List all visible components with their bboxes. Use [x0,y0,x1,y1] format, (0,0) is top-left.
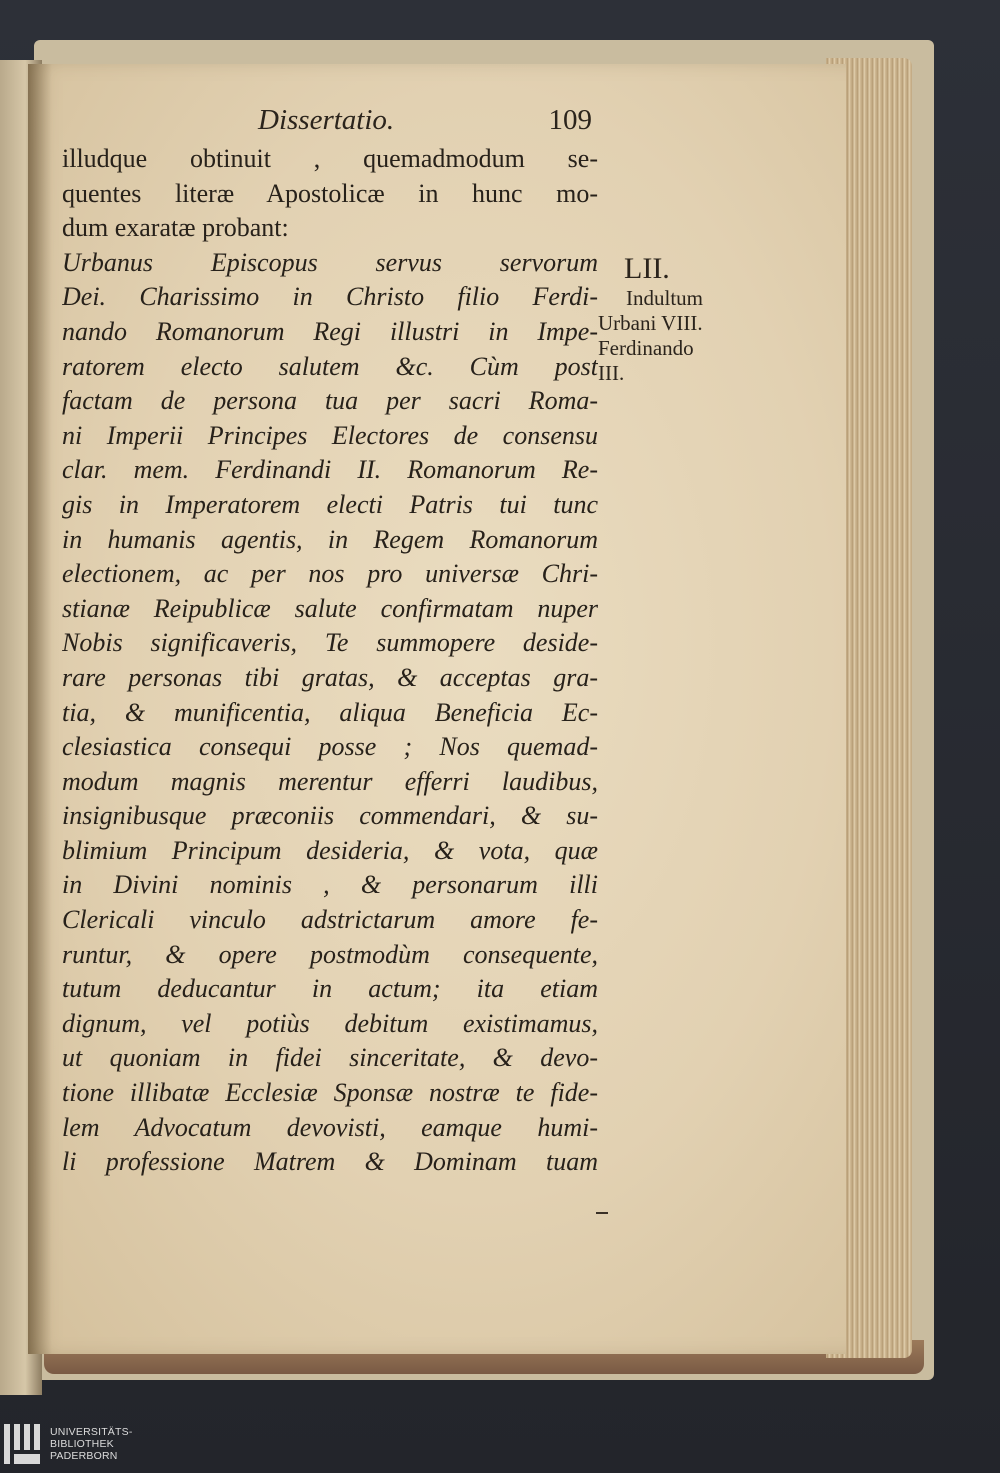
marginal-note-line: Urbani VIII. [598,311,703,335]
text-line: rare personas tibi gratas, & acceptas gra- [62,662,598,692]
text-line: factam de persona tua per sacri Roma- [62,386,598,416]
text-line: Urbanus Episcopus servus servorum [62,247,598,277]
text-line: gis in Imperatorem electi Patris tui tunc [62,489,598,519]
text-line: lem Advocatum devovisti, eamque humi- [62,1112,598,1142]
text-line: clar. mem. Ferdinandi II. Romanorum Re- [62,455,598,485]
text-line: modum magnis merentur efferri laudibus, [62,766,598,796]
text-line: insignibusque præconiis commendari, & su- [62,801,598,831]
text-line: tia, & munificentia, aliqua Beneficia Ec- [62,697,598,727]
text-line: blimium Principum desideria, & vota, quæ [62,835,598,865]
text-line: ut quoniam in fidei sinceritate, & devo- [62,1043,598,1073]
text-line: Dei. Charissimo in Christo filio Ferdi- [62,282,598,312]
catchword-mark [596,1212,608,1214]
library-logo-line: UNIVERSITÄTS- [50,1426,133,1438]
text-line: tione illibatæ Ecclesiæ Sponsæ nostræ te fide- [62,1078,598,1108]
text-line: quentes literæ Apostolicæ in hunc mo- [62,178,598,208]
running-head: Dissertatio. [258,104,395,136]
marginal-note-number: LII. [624,252,670,285]
text-line: in Divini nominis , & personarum illi [62,870,598,900]
marginal-note-line: III. [598,361,625,385]
text-line: Clericali vinculo adstrictarum amore fe- [62,905,598,935]
text-line: nando Romanorum Regi illustri in Impe- [62,316,598,346]
body-text [62,142,598,1180]
text-line: li professione Matrem & Dominam tuam [62,1147,598,1177]
text-line: electionem, ac per nos pro universæ Chri- [62,559,598,589]
text-line: clesiastica consequi posse ; Nos quemad- [62,732,598,762]
text-line: dignum, vel potiùs debitum existimamus, [62,1008,598,1038]
library-logo [0,1418,160,1470]
text-line: dum exaratæ probant: [62,213,289,243]
gutter-shadow [28,64,52,1354]
text-line: tutum deducantur in actum; ita etiam [62,974,598,1004]
text-line: ni Imperii Principes Electores de consensu [62,420,598,450]
text-line: stianæ Reipublicæ salute confirmatam nuper [62,593,598,623]
text-line: illudque obtinuit , quemadmodum se- [62,144,598,173]
page-number: 109 [548,104,592,136]
text-line: Nobis significaveris, Te summopere deside- [62,628,598,658]
library-logo-icon [4,1424,44,1464]
marginal-note [598,252,778,386]
marginal-note-line: Indultum [626,286,703,310]
text-line: runtur, & opere postmodùm consequente, [62,939,598,969]
library-logo-line: PADERBORN [50,1450,118,1462]
marginal-note-line: Ferdinando [598,336,694,360]
library-logo-line: BIBLIOTHEK [50,1438,114,1450]
text-line: ratorem electo salutem &c. Cùm post [62,351,598,381]
text-line: in humanis agentis, in Regem Romanorum [62,524,598,554]
